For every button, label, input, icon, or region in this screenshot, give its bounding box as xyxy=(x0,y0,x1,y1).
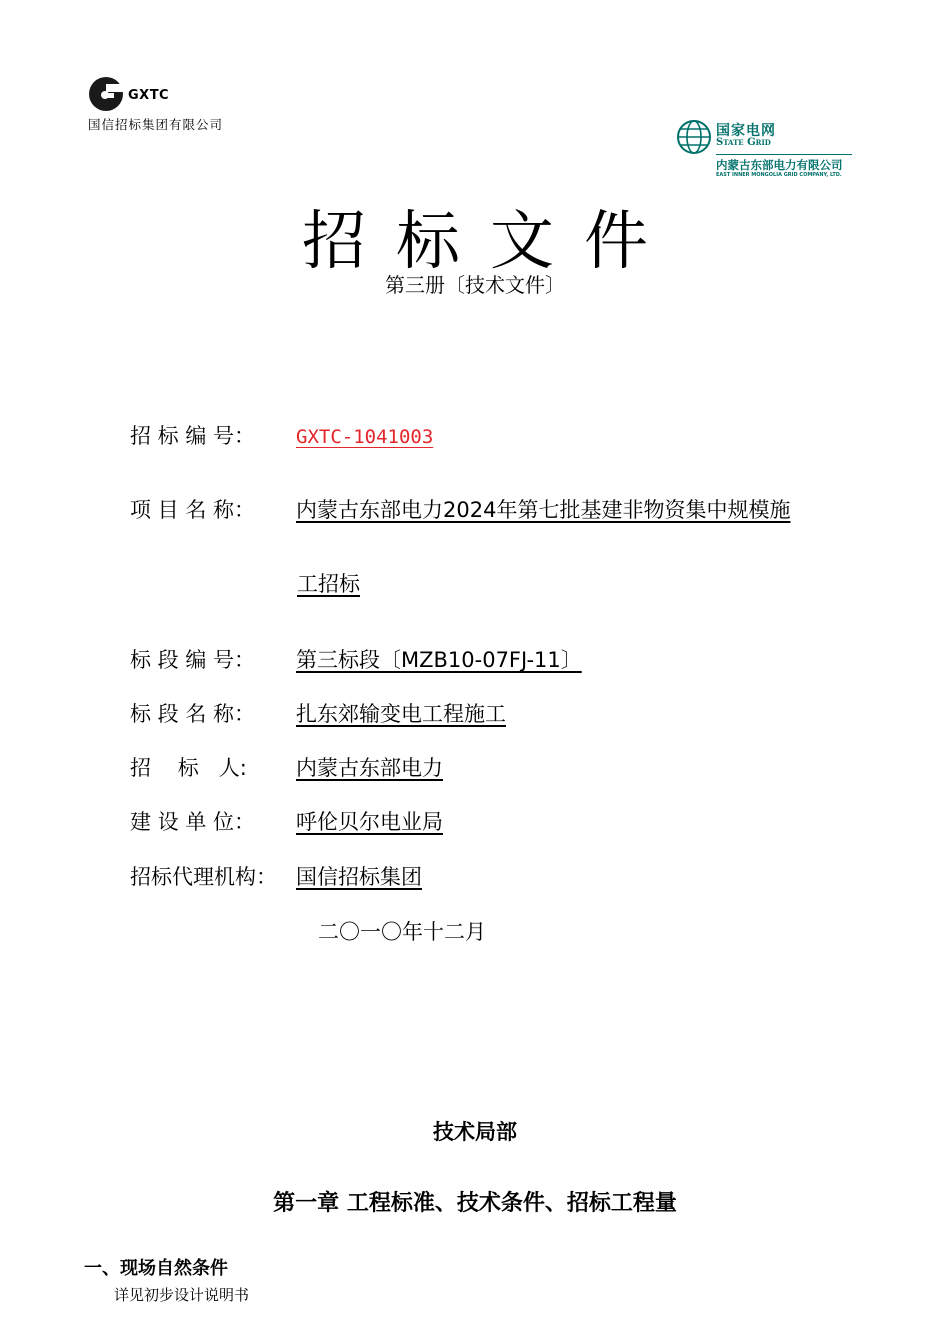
state-grid-subsidiary-cn: 内蒙古东部电力有限公司 xyxy=(716,158,843,172)
state-grid-name-cn: 国家电网 xyxy=(716,123,776,139)
field-bid-number xyxy=(130,420,433,450)
field-lot-number xyxy=(130,644,582,674)
gxtc-company-name: 国信招标集团有限公司 xyxy=(88,117,224,132)
gxtc-brand: GXTC xyxy=(128,88,170,103)
project-name-value-line2: 工招标 xyxy=(297,572,360,596)
document-subtitle: 第三册〔技术文件〕 xyxy=(385,273,565,297)
field-label: 招 标 人: xyxy=(130,756,247,780)
field-label: 建 设 单 位： xyxy=(130,810,256,834)
state-grid-subsidiary-en: EAST INNER MONGOLIA GRID COMPANY, LTD. xyxy=(716,172,842,178)
state-grid-logo xyxy=(672,116,862,180)
field-label: 项 目 名 称： xyxy=(130,498,256,522)
bid-number-value: GXTC-1041003 xyxy=(296,426,434,448)
agency-value: 国信招标集团 xyxy=(296,865,422,889)
gxtc-logo-icon xyxy=(86,74,126,114)
field-lot-name xyxy=(130,698,506,728)
field-label: 标 段 名 称： xyxy=(130,702,256,726)
logo-divider xyxy=(716,154,852,155)
state-grid-name-en: State Grid xyxy=(716,137,771,148)
globe-icon xyxy=(676,119,712,155)
project-name-value: 内蒙古东部电力2024年第七批基建非物资集中规模施 xyxy=(296,498,791,522)
document-title: 招标文件 xyxy=(302,205,678,279)
lot-number-value: 第三标段〔MZB10-07FJ-11〕 xyxy=(296,648,582,672)
field-label: 标 段 编 号： xyxy=(130,648,256,672)
field-label: 招标代理机构： xyxy=(130,865,277,889)
section-heading: 技术局部 xyxy=(433,1119,517,1144)
field-agency xyxy=(130,861,422,891)
gxtc-logo xyxy=(86,74,246,134)
document-date: 二〇一〇年十二月 xyxy=(318,920,486,944)
construction-unit-value: 呼伦贝尔电业局 xyxy=(296,810,443,834)
tenderer-value: 内蒙古东部电力 xyxy=(296,756,443,780)
lot-name-value: 扎东郊输变电工程施工 xyxy=(296,702,506,726)
field-tenderer xyxy=(130,752,443,782)
field-label: 招 标 编 号： xyxy=(130,424,256,448)
item-text: 详见初步设计说明书 xyxy=(114,1286,250,1304)
item-heading: 一、现场自然条件 xyxy=(84,1258,228,1279)
field-construction-unit xyxy=(130,806,443,836)
chapter-heading: 第一章 工程标准、技术条件、招标工程量 xyxy=(273,1190,677,1216)
field-project-name xyxy=(130,494,790,524)
